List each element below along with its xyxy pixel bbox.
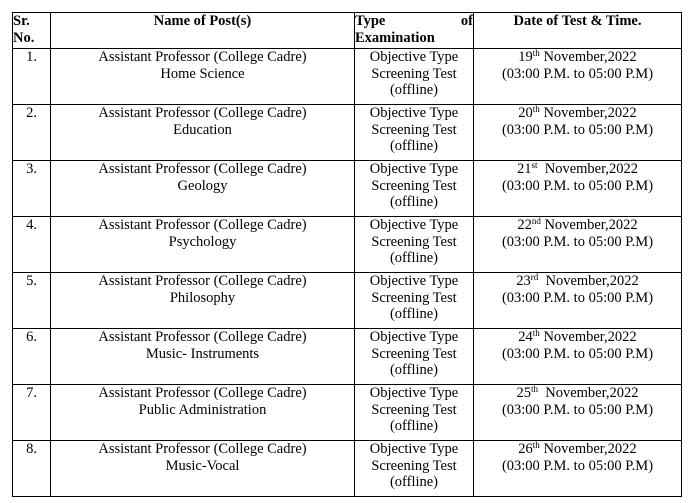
- post-cell: [51, 217, 355, 273]
- exam-type-cell: [355, 161, 474, 217]
- sr-no: 2.: [26, 105, 37, 121]
- post-title: Assistant Professor (College Cadre): [98, 329, 307, 345]
- exam-type-cell: [355, 105, 474, 161]
- exam-day: 22: [517, 217, 532, 233]
- exam-type-line1: Objective Type: [369, 385, 459, 401]
- exam-type-line2: Screening Test: [371, 233, 457, 250]
- exam-type-line2: Screening Test: [371, 65, 457, 82]
- sr-no: 1.: [26, 49, 37, 65]
- exam-date: [474, 329, 681, 346]
- post-cell: [51, 105, 355, 161]
- exam-month-year: November,2022: [540, 217, 638, 233]
- exam-day: 25: [516, 385, 531, 401]
- table-row: [13, 49, 682, 105]
- exam-type-line3: (offline): [389, 138, 439, 154]
- header-type-of-exam: [355, 13, 474, 49]
- sr-no-cell: [13, 441, 51, 497]
- exam-type-line2: Screening Test: [371, 289, 457, 306]
- exam-time: (03:00 P.M. to 05:00 P.M): [501, 345, 654, 362]
- exam-time: (03:00 P.M. to 05:00 P.M): [501, 289, 654, 306]
- exam-type-line2: Screening Test: [371, 401, 457, 418]
- day-suffix: rd: [530, 272, 539, 282]
- exam-month-year: November,2022: [537, 161, 638, 177]
- exam-type-cell: [355, 49, 474, 105]
- date-time-cell: [474, 217, 682, 273]
- day-suffix: th: [532, 328, 540, 338]
- header-sr-line1: Sr.: [13, 13, 30, 29]
- post-title: Assistant Professor (College Cadre): [98, 217, 307, 233]
- exam-type-cell: [355, 329, 474, 385]
- exam-date: [474, 273, 681, 290]
- exam-month-year: November,2022: [539, 441, 637, 457]
- exam-date: [474, 49, 681, 66]
- sr-no-cell: [13, 329, 51, 385]
- exam-type-line2: Screening Test: [371, 121, 457, 138]
- day-suffix: st: [531, 160, 538, 170]
- table-row: [13, 217, 682, 273]
- post-title: Assistant Professor (College Cadre): [98, 161, 307, 177]
- header-type-line2: Examination: [355, 29, 435, 46]
- exam-time: (03:00 P.M. to 05:00 P.M): [501, 233, 654, 250]
- exam-type-line1: Objective Type: [369, 161, 459, 177]
- exam-type-cell: [355, 441, 474, 497]
- sr-no: 6.: [26, 329, 37, 345]
- exam-date: [474, 385, 681, 402]
- exam-day: 19: [518, 49, 533, 65]
- exam-type-cell: [355, 273, 474, 329]
- post-subject: Geology: [177, 177, 228, 194]
- exam-time: (03:00 P.M. to 05:00 P.M): [501, 65, 654, 82]
- exam-date: [474, 217, 681, 234]
- date-time-cell: [474, 161, 682, 217]
- exam-time: (03:00 P.M. to 05:00 P.M): [501, 401, 654, 418]
- day-suffix: th: [532, 440, 540, 450]
- post-subject: Public Administration: [138, 401, 267, 418]
- sr-no-cell: [13, 385, 51, 441]
- post-subject: Home Science: [160, 65, 245, 82]
- exam-type-cell: [355, 385, 474, 441]
- sr-no: 4.: [26, 217, 37, 233]
- table-row: [13, 385, 682, 441]
- exam-day: 21: [516, 161, 532, 177]
- exam-type-line1: Objective Type: [369, 329, 459, 345]
- exam-type-line2: Screening Test: [371, 345, 457, 362]
- day-suffix: th: [532, 48, 540, 58]
- date-time-cell: [474, 273, 682, 329]
- post-cell: [51, 441, 355, 497]
- exam-month-year: November,2022: [538, 273, 639, 289]
- exam-type-line1: Objective Type: [369, 49, 459, 65]
- exam-schedule-table: [12, 12, 682, 497]
- exam-date: [474, 441, 681, 458]
- sr-no: 7.: [26, 385, 37, 401]
- table-row: [13, 161, 682, 217]
- exam-type-line3: (offline): [389, 194, 439, 210]
- date-time-cell: [474, 329, 682, 385]
- exam-type-cell: [355, 217, 474, 273]
- post-cell: [51, 273, 355, 329]
- exam-date: [474, 161, 681, 178]
- post-subject: Psychology: [168, 233, 237, 250]
- exam-type-line3: (offline): [389, 418, 439, 434]
- post-subject: Music-Vocal: [165, 457, 240, 474]
- exam-type-line1: Objective Type: [369, 273, 459, 289]
- post-title: Assistant Professor (College Cadre): [98, 105, 307, 121]
- post-cell: [51, 385, 355, 441]
- exam-day: 20: [518, 105, 533, 121]
- header-type-word2: of: [460, 13, 473, 29]
- sr-no: 5.: [26, 273, 37, 289]
- exam-type-line3: (offline): [389, 250, 439, 266]
- post-subject: Philosophy: [169, 289, 236, 306]
- header-name-of-post: Name of Post(s): [51, 13, 355, 49]
- exam-type-line3: (offline): [389, 306, 439, 322]
- sr-no-cell: [13, 161, 51, 217]
- date-time-cell: [474, 441, 682, 497]
- post-title: Assistant Professor (College Cadre): [98, 49, 307, 65]
- exam-day: 24: [518, 329, 533, 345]
- sr-no-cell: [13, 105, 51, 161]
- header-type-word1: Type: [355, 13, 386, 29]
- post-subject: Education: [173, 121, 232, 138]
- day-suffix: nd: [531, 216, 541, 226]
- table-row: [13, 329, 682, 385]
- sr-no-cell: [13, 49, 51, 105]
- exam-month-year: November,2022: [539, 105, 637, 121]
- exam-month-year: November,2022: [539, 49, 637, 65]
- date-time-cell: [474, 385, 682, 441]
- post-subject: Music- Instruments: [145, 345, 260, 362]
- exam-type-line2: Screening Test: [371, 457, 457, 474]
- table-row: [13, 273, 682, 329]
- exam-type-line1: Objective Type: [369, 217, 459, 233]
- post-cell: [51, 161, 355, 217]
- header-date-time: Date of Test & Time.: [474, 13, 682, 49]
- exam-time: (03:00 P.M. to 05:00 P.M): [501, 457, 654, 474]
- post-title: Assistant Professor (College Cadre): [98, 385, 307, 401]
- exam-month-year: November,2022: [538, 385, 639, 401]
- header-sr-line2: No.: [13, 29, 35, 46]
- post-title: Assistant Professor (College Cadre): [98, 273, 307, 289]
- day-suffix: th: [532, 104, 540, 114]
- exam-type-line3: (offline): [389, 474, 439, 490]
- sr-no: 3.: [26, 161, 37, 177]
- exam-date: [474, 105, 681, 122]
- exam-month-year: November,2022: [539, 329, 637, 345]
- exam-time: (03:00 P.M. to 05:00 P.M): [501, 177, 654, 194]
- sr-no-cell: [13, 273, 51, 329]
- sr-no: 8.: [26, 441, 37, 457]
- exam-day: 26: [518, 441, 533, 457]
- exam-type-line3: (offline): [389, 362, 439, 378]
- table-row: [13, 441, 682, 497]
- exam-type-line1: Objective Type: [369, 105, 459, 121]
- exam-type-line2: Screening Test: [371, 177, 457, 194]
- table-row: [13, 105, 682, 161]
- header-row: [13, 13, 682, 49]
- post-cell: [51, 49, 355, 105]
- date-time-cell: [474, 49, 682, 105]
- header-sr-no: [13, 13, 51, 49]
- post-cell: [51, 329, 355, 385]
- exam-time: (03:00 P.M. to 05:00 P.M): [501, 121, 654, 138]
- exam-type-line3: (offline): [389, 82, 439, 98]
- sr-no-cell: [13, 217, 51, 273]
- day-suffix: th: [530, 384, 538, 394]
- exam-day: 23: [516, 273, 531, 289]
- date-time-cell: [474, 105, 682, 161]
- post-title: Assistant Professor (College Cadre): [98, 441, 307, 457]
- exam-type-line1: Objective Type: [369, 441, 459, 457]
